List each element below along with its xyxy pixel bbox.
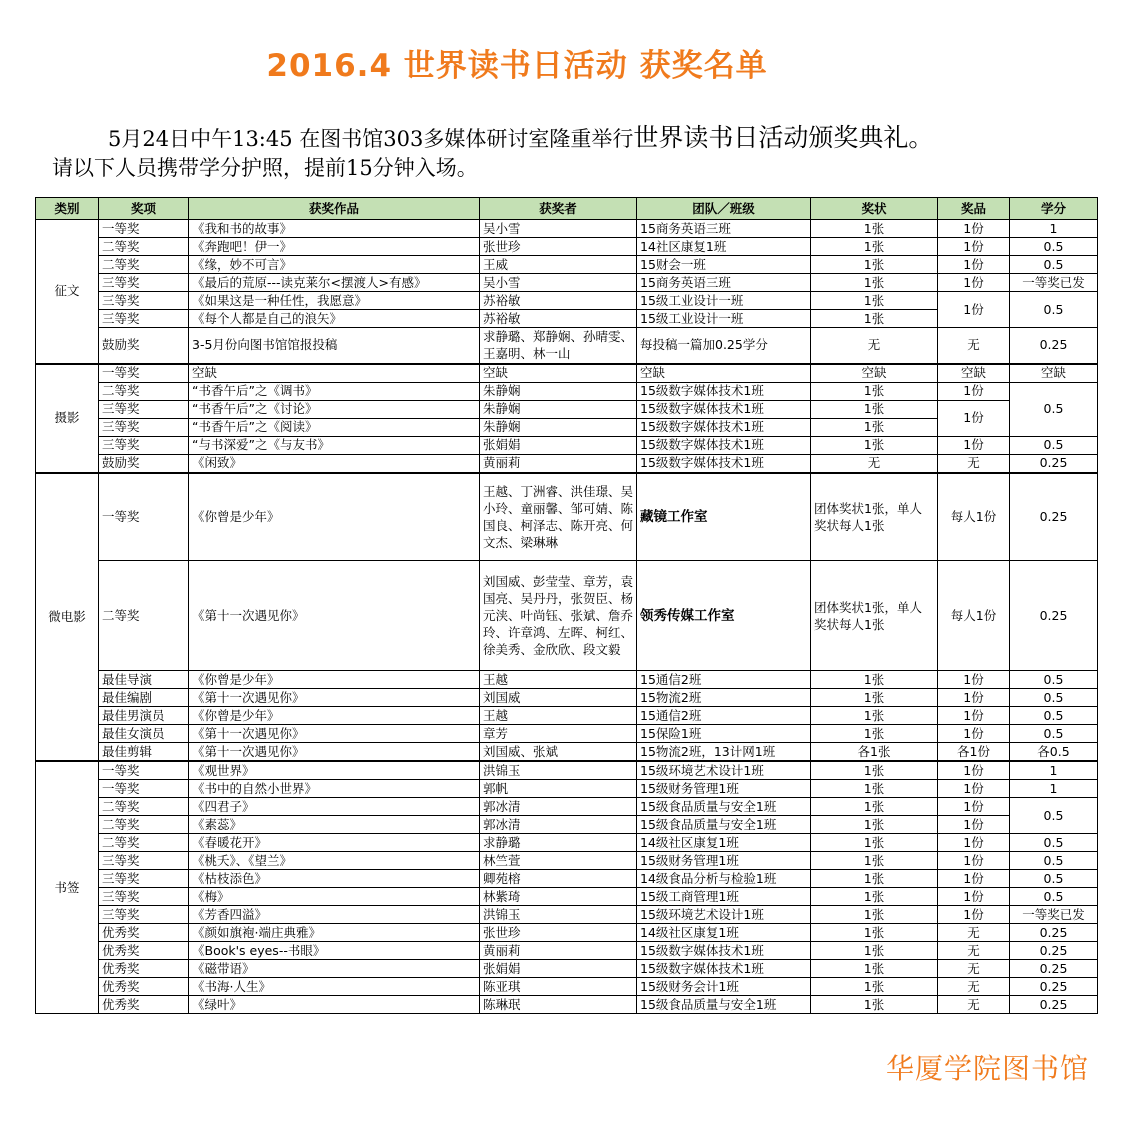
work-cell: 《Book's eyes--书眼》	[189, 942, 480, 960]
winner-cell: 吴小雪	[480, 274, 637, 292]
credit-cell: 0.25	[1010, 328, 1098, 364]
class-cell: 15级数字媒体技术1班	[637, 400, 811, 418]
cert-cell: 1张	[811, 382, 938, 400]
cert-cell: 1张	[811, 707, 938, 725]
credit-cell: 一等奖已发	[1010, 274, 1098, 292]
award-cell: 三等奖	[99, 870, 189, 888]
winner-cell: 刘国威、彭莹莹、章芳，袁国亮、吴丹丹，张贺臣、杨元浃、叶尚钰、张斌、詹乔玲、许章鸿、左晖、柯红、徐美秀、金欣欣、段文毅	[480, 561, 637, 671]
class-cell: 15财会一班	[637, 256, 811, 274]
award-cell: 优秀奖	[99, 978, 189, 996]
class-cell: 15商务英语三班	[637, 274, 811, 292]
award-cell: 一等奖	[99, 780, 189, 798]
award-cell: 最佳男演员	[99, 707, 189, 725]
cert-cell: 1张	[811, 761, 938, 780]
award-cell: 一等奖	[99, 761, 189, 780]
winner-cell: 黄丽莉	[480, 454, 637, 473]
winner-cell: 郭帆	[480, 780, 637, 798]
credit-cell: 0.5	[1010, 834, 1098, 852]
cert-cell: 无	[811, 454, 938, 473]
col-header: 获奖作品	[189, 198, 480, 220]
cert-cell: 团体奖状1张，单人奖状每人1张	[811, 561, 938, 671]
class-cell: 15级数字媒体技术1班	[637, 454, 811, 473]
award-cell: 三等奖	[99, 274, 189, 292]
class-cell: 15通信2班	[637, 671, 811, 689]
class-cell: 领秀传媒工作室	[637, 561, 811, 671]
prize-cell: 无	[938, 942, 1010, 960]
work-cell: 《第十一次遇见你》	[189, 689, 480, 707]
category-cell: 摄影	[36, 364, 99, 473]
cert-cell: 1张	[811, 852, 938, 870]
intro-line-1	[108, 118, 933, 154]
prize-cell: 无	[938, 924, 1010, 942]
cert-cell: 1张	[811, 436, 938, 454]
table-row	[36, 364, 1098, 383]
category-cell: 微电影	[36, 473, 99, 762]
winner-cell: 求静璐	[480, 834, 637, 852]
class-cell: 15商务英语三班	[637, 220, 811, 238]
credit-cell: 0.5	[1010, 671, 1098, 689]
award-cell: 三等奖	[99, 906, 189, 924]
work-cell: 《如果这是一种任性，我愿意》	[189, 292, 480, 310]
class-cell: 15级工商管理1班	[637, 888, 811, 906]
winner-cell: 朱静娴	[480, 382, 637, 400]
credit-cell: 1	[1010, 761, 1098, 780]
table-row	[36, 906, 1098, 924]
credit-cell: 0.5	[1010, 436, 1098, 454]
winner-cell: 王威	[480, 256, 637, 274]
work-cell: 《每个人都是自己的浪矢》	[189, 310, 480, 328]
cert-cell: 无	[811, 328, 938, 364]
class-cell: 15级财务会计1班	[637, 978, 811, 996]
table-row	[36, 382, 1098, 400]
cert-cell: 1张	[811, 689, 938, 707]
class-cell: 15级数字媒体技术1班	[637, 418, 811, 436]
class-cell: 14级食品分析与检验1班	[637, 870, 811, 888]
winner-cell: 卿苑榕	[480, 870, 637, 888]
work-cell: 《我和书的故事》	[189, 220, 480, 238]
class-cell: 15保险1班	[637, 725, 811, 743]
winner-cell: 朱静娴	[480, 400, 637, 418]
class-cell: 15级财务管理1班	[637, 852, 811, 870]
class-cell: 14社区康复1班	[637, 238, 811, 256]
class-cell: 14级社区康复1班	[637, 924, 811, 942]
award-cell: 一等奖	[99, 364, 189, 383]
prize-cell: 1份	[938, 816, 1010, 834]
work-cell: 《奔跑吧！伊一》	[189, 238, 480, 256]
cert-cell: 1张	[811, 978, 938, 996]
cert-cell: 1张	[811, 960, 938, 978]
credit-cell: 0.5	[1010, 689, 1098, 707]
award-cell: 鼓励奖	[99, 328, 189, 364]
prize-cell: 1份	[938, 400, 1010, 436]
award-cell: 三等奖	[99, 852, 189, 870]
winner-cell: 黄丽莉	[480, 942, 637, 960]
table-row	[36, 274, 1098, 292]
cert-cell: 1张	[811, 292, 938, 310]
winner-cell: 洪锦玉	[480, 906, 637, 924]
class-cell: 15级工业设计一班	[637, 310, 811, 328]
class-cell: 15物流2班，13计网1班	[637, 743, 811, 762]
work-cell: 《四君子》	[189, 798, 480, 816]
award-cell: 优秀奖	[99, 996, 189, 1014]
credit-cell: 0.5	[1010, 238, 1098, 256]
award-cell: 三等奖	[99, 418, 189, 436]
cert-cell: 1张	[811, 888, 938, 906]
credit-cell: 0.25	[1010, 996, 1098, 1014]
prize-cell: 1份	[938, 870, 1010, 888]
prize-cell: 1份	[938, 256, 1010, 274]
table-row	[36, 816, 1098, 834]
award-cell: 二等奖	[99, 561, 189, 671]
work-cell: 《缘，妙不可言》	[189, 256, 480, 274]
prize-cell: 每人1份	[938, 473, 1010, 561]
winner-cell: 苏裕敏	[480, 292, 637, 310]
credit-cell: 0.5	[1010, 725, 1098, 743]
table-row	[36, 888, 1098, 906]
col-header: 团队／班级	[637, 198, 811, 220]
cert-cell: 1张	[811, 238, 938, 256]
prize-cell: 1份	[938, 888, 1010, 906]
award-cell: 三等奖	[99, 400, 189, 418]
table-row	[36, 960, 1098, 978]
table-row	[36, 924, 1098, 942]
winner-cell: 空缺	[480, 364, 637, 383]
class-cell: 15级食品质量与安全1班	[637, 816, 811, 834]
prize-cell: 1份	[938, 798, 1010, 816]
award-cell: 最佳女演员	[99, 725, 189, 743]
winner-cell: 郭冰清	[480, 798, 637, 816]
winner-cell: 洪锦玉	[480, 761, 637, 780]
work-cell: 《书海·人生》	[189, 978, 480, 996]
table-row	[36, 689, 1098, 707]
cert-cell: 1张	[811, 274, 938, 292]
class-cell: 每投稿一篇加0.25学分	[637, 328, 811, 364]
award-cell: 三等奖	[99, 436, 189, 454]
work-cell: 《芳香四溢》	[189, 906, 480, 924]
winner-cell: 刘国威	[480, 689, 637, 707]
work-cell: 《绿叶》	[189, 996, 480, 1014]
prize-cell: 1份	[938, 436, 1010, 454]
cert-cell: 1张	[811, 996, 938, 1014]
credit-cell: 0.25	[1010, 942, 1098, 960]
work-cell: 《春暖花开》	[189, 834, 480, 852]
award-cell: 二等奖	[99, 798, 189, 816]
cert-cell: 1张	[811, 220, 938, 238]
credit-cell: 1	[1010, 780, 1098, 798]
header-row	[36, 198, 1098, 220]
intro-text-a: 5月24日中午13:45 在图书馆303多媒体研讨室隆重举行	[108, 127, 634, 151]
credit-cell: 0.5	[1010, 382, 1098, 436]
winner-cell: 林竺萱	[480, 852, 637, 870]
category-cell: 征文	[36, 220, 99, 364]
work-cell: 《磁带语》	[189, 960, 480, 978]
credit-cell: 0.25	[1010, 454, 1098, 473]
credit-cell: 0.5	[1010, 292, 1098, 328]
prize-cell: 1份	[938, 707, 1010, 725]
prize-cell: 空缺	[938, 364, 1010, 383]
class-cell: 15级数字媒体技术1班	[637, 960, 811, 978]
class-cell: 15级数字媒体技术1班	[637, 436, 811, 454]
prize-cell: 1份	[938, 780, 1010, 798]
work-cell: 《书中的自然小世界》	[189, 780, 480, 798]
credit-cell: 0.5	[1010, 798, 1098, 834]
table-row	[36, 942, 1098, 960]
award-cell: 二等奖	[99, 256, 189, 274]
work-cell: 《枯枝添色》	[189, 870, 480, 888]
cert-cell: 1张	[811, 725, 938, 743]
work-cell: “书香午后”之《调书》	[189, 382, 480, 400]
work-cell: 《第十一次遇见你》	[189, 725, 480, 743]
winner-cell: 张娟娟	[480, 960, 637, 978]
work-cell: “与书深爱”之《与友书》	[189, 436, 480, 454]
award-cell: 最佳导演	[99, 671, 189, 689]
category-cell: 书签	[36, 761, 99, 1014]
work-cell: “书香午后”之《讨论》	[189, 400, 480, 418]
winner-cell: 张世珍	[480, 924, 637, 942]
winner-cell: 吴小雪	[480, 220, 637, 238]
award-cell: 优秀奖	[99, 942, 189, 960]
cert-cell: 1张	[811, 310, 938, 328]
table-row	[36, 238, 1098, 256]
credit-cell: 0.5	[1010, 707, 1098, 725]
table-row	[36, 852, 1098, 870]
table-row	[36, 798, 1098, 816]
table-row	[36, 707, 1098, 725]
winner-cell: 郭冰清	[480, 816, 637, 834]
cert-cell: 1张	[811, 942, 938, 960]
cert-cell: 1张	[811, 906, 938, 924]
table-row	[36, 400, 1098, 418]
winner-cell: 张娟娟	[480, 436, 637, 454]
prize-cell: 1份	[938, 834, 1010, 852]
prize-cell: 1份	[938, 292, 1010, 328]
cert-cell: 1张	[811, 671, 938, 689]
award-cell: 二等奖	[99, 816, 189, 834]
prize-cell: 1份	[938, 238, 1010, 256]
credit-cell: 0.5	[1010, 888, 1098, 906]
work-cell: 3-5月份向图书馆馆报投稿	[189, 328, 480, 364]
prize-cell: 无	[938, 978, 1010, 996]
winner-cell: 王越、丁洲睿、洪佳璟、吴小玲、童丽馨、邹可婧、陈国良、柯泽志、陈开亮、何文杰、梁琳琳	[480, 473, 637, 561]
winner-cell: 章芳	[480, 725, 637, 743]
table-row	[36, 256, 1098, 274]
award-cell: 三等奖	[99, 888, 189, 906]
cert-cell: 1张	[811, 816, 938, 834]
award-table	[35, 197, 1098, 1014]
award-cell: 二等奖	[99, 238, 189, 256]
work-cell: 《第十一次遇见你》	[189, 743, 480, 762]
credit-cell: 0.25	[1010, 473, 1098, 561]
award-cell: 优秀奖	[99, 924, 189, 942]
class-cell: 15级食品质量与安全1班	[637, 996, 811, 1014]
cert-cell: 1张	[811, 256, 938, 274]
prize-cell: 1份	[938, 761, 1010, 780]
credit-cell: 0.5	[1010, 870, 1098, 888]
work-cell: 《桃夭》、《望兰》	[189, 852, 480, 870]
award-cell: 最佳剪辑	[99, 743, 189, 762]
table-row	[36, 473, 1098, 561]
class-cell: 15级工业设计一班	[637, 292, 811, 310]
prize-cell: 1份	[938, 220, 1010, 238]
winner-cell: 陈琳珉	[480, 996, 637, 1014]
table-row	[36, 743, 1098, 762]
credit-cell: 各0.5	[1010, 743, 1098, 762]
prize-cell: 1份	[938, 906, 1010, 924]
table-row	[36, 870, 1098, 888]
work-cell: 《你曾是少年》	[189, 671, 480, 689]
credit-cell: 空缺	[1010, 364, 1098, 383]
table-row	[36, 996, 1098, 1014]
class-cell: 15物流2班	[637, 689, 811, 707]
award-cell: 最佳编剧	[99, 689, 189, 707]
winner-cell: 陈亚琪	[480, 978, 637, 996]
award-cell: 三等奖	[99, 310, 189, 328]
prize-cell: 1份	[938, 725, 1010, 743]
prize-cell: 1份	[938, 689, 1010, 707]
credit-cell: 0.25	[1010, 978, 1098, 996]
class-cell: 15级数字媒体技术1班	[637, 382, 811, 400]
credit-cell: 0.25	[1010, 960, 1098, 978]
class-cell: 15通信2班	[637, 707, 811, 725]
table-row	[36, 761, 1098, 780]
table-row	[36, 436, 1098, 454]
prize-cell: 无	[938, 454, 1010, 473]
prize-cell: 无	[938, 996, 1010, 1014]
credit-cell: 一等奖已发	[1010, 906, 1098, 924]
work-cell: 《梅》	[189, 888, 480, 906]
col-header: 类别	[36, 198, 99, 220]
work-cell: 《第十一次遇见你》	[189, 561, 480, 671]
prize-cell: 1份	[938, 671, 1010, 689]
class-cell: 15级环境艺术设计1班	[637, 761, 811, 780]
winner-cell: 朱静娴	[480, 418, 637, 436]
cert-cell: 空缺	[811, 364, 938, 383]
table-row	[36, 220, 1098, 238]
cert-cell: 1张	[811, 400, 938, 418]
intro-text-b: 世界读书日活动颁奖典礼。	[633, 123, 934, 152]
class-cell: 空缺	[637, 364, 811, 383]
cert-cell: 1张	[811, 870, 938, 888]
class-cell: 15级数字媒体技术1班	[637, 942, 811, 960]
work-cell: 《你曾是少年》	[189, 473, 480, 561]
table-row	[36, 561, 1098, 671]
work-cell: 《颜如旗袍·端庄典雅》	[189, 924, 480, 942]
class-cell: 15级食品质量与安全1班	[637, 798, 811, 816]
table-row	[36, 292, 1098, 310]
prize-cell: 1份	[938, 274, 1010, 292]
cert-cell: 1张	[811, 924, 938, 942]
prize-cell: 各1份	[938, 743, 1010, 762]
award-cell: 一等奖	[99, 473, 189, 561]
work-cell: 空缺	[189, 364, 480, 383]
award-cell: 优秀奖	[99, 960, 189, 978]
cert-cell: 1张	[811, 780, 938, 798]
table-row	[36, 671, 1098, 689]
class-cell: 藏镜工作室	[637, 473, 811, 561]
class-cell: 15级环境艺术设计1班	[637, 906, 811, 924]
credit-cell: 1	[1010, 220, 1098, 238]
table-row	[36, 454, 1098, 473]
cert-cell: 1张	[811, 798, 938, 816]
col-header: 学分	[1010, 198, 1098, 220]
table-row	[36, 780, 1098, 798]
credit-cell: 0.25	[1010, 924, 1098, 942]
award-cell: 一等奖	[99, 220, 189, 238]
cert-cell: 团体奖状1张，单人奖状每人1张	[811, 473, 938, 561]
table-row	[36, 834, 1098, 852]
col-header: 奖品	[938, 198, 1010, 220]
prize-cell: 每人1份	[938, 561, 1010, 671]
winner-cell: 刘国威、张斌	[480, 743, 637, 762]
award-cell: 三等奖	[99, 292, 189, 310]
prize-cell: 无	[938, 328, 1010, 364]
work-cell: 《最后的荒原---读克莱尔<摆渡人>有感》	[189, 274, 480, 292]
winner-cell: 王越	[480, 671, 637, 689]
work-cell: “书香午后”之《阅读》	[189, 418, 480, 436]
credit-cell: 0.25	[1010, 561, 1098, 671]
winner-cell: 张世珍	[480, 238, 637, 256]
award-cell: 二等奖	[99, 834, 189, 852]
cert-cell: 各1张	[811, 743, 938, 762]
cert-cell: 1张	[811, 418, 938, 436]
col-header: 获奖者	[480, 198, 637, 220]
credit-cell: 0.5	[1010, 256, 1098, 274]
work-cell: 《你曾是少年》	[189, 707, 480, 725]
page-title: 2016.4 世界读书日活动 获奖名单	[266, 48, 768, 84]
award-cell: 二等奖	[99, 382, 189, 400]
class-cell: 15级财务管理1班	[637, 780, 811, 798]
work-cell: 《观世界》	[189, 761, 480, 780]
col-header: 奖状	[811, 198, 938, 220]
intro-line-2: 请以下人员携带学分护照，提前15分钟入场。	[52, 156, 478, 180]
winner-cell: 求静璐、郑静娴、孙晴雯、王嘉明、林一山	[480, 328, 637, 364]
winner-cell: 林紫琦	[480, 888, 637, 906]
cert-cell: 1张	[811, 834, 938, 852]
winner-cell: 苏裕敏	[480, 310, 637, 328]
winner-cell: 王越	[480, 707, 637, 725]
credit-cell: 0.5	[1010, 852, 1098, 870]
col-header: 奖项	[99, 198, 189, 220]
award-cell: 鼓励奖	[99, 454, 189, 473]
class-cell: 14级社区康复1班	[637, 834, 811, 852]
work-cell: 《素蕊》	[189, 816, 480, 834]
table-row	[36, 978, 1098, 996]
table-row	[36, 725, 1098, 743]
prize-cell: 无	[938, 960, 1010, 978]
prize-cell: 1份	[938, 852, 1010, 870]
work-cell: 《闲致》	[189, 454, 480, 473]
library-signature: 华厦学院图书馆	[886, 1052, 1090, 1085]
table-row	[36, 328, 1098, 364]
prize-cell: 1份	[938, 382, 1010, 400]
